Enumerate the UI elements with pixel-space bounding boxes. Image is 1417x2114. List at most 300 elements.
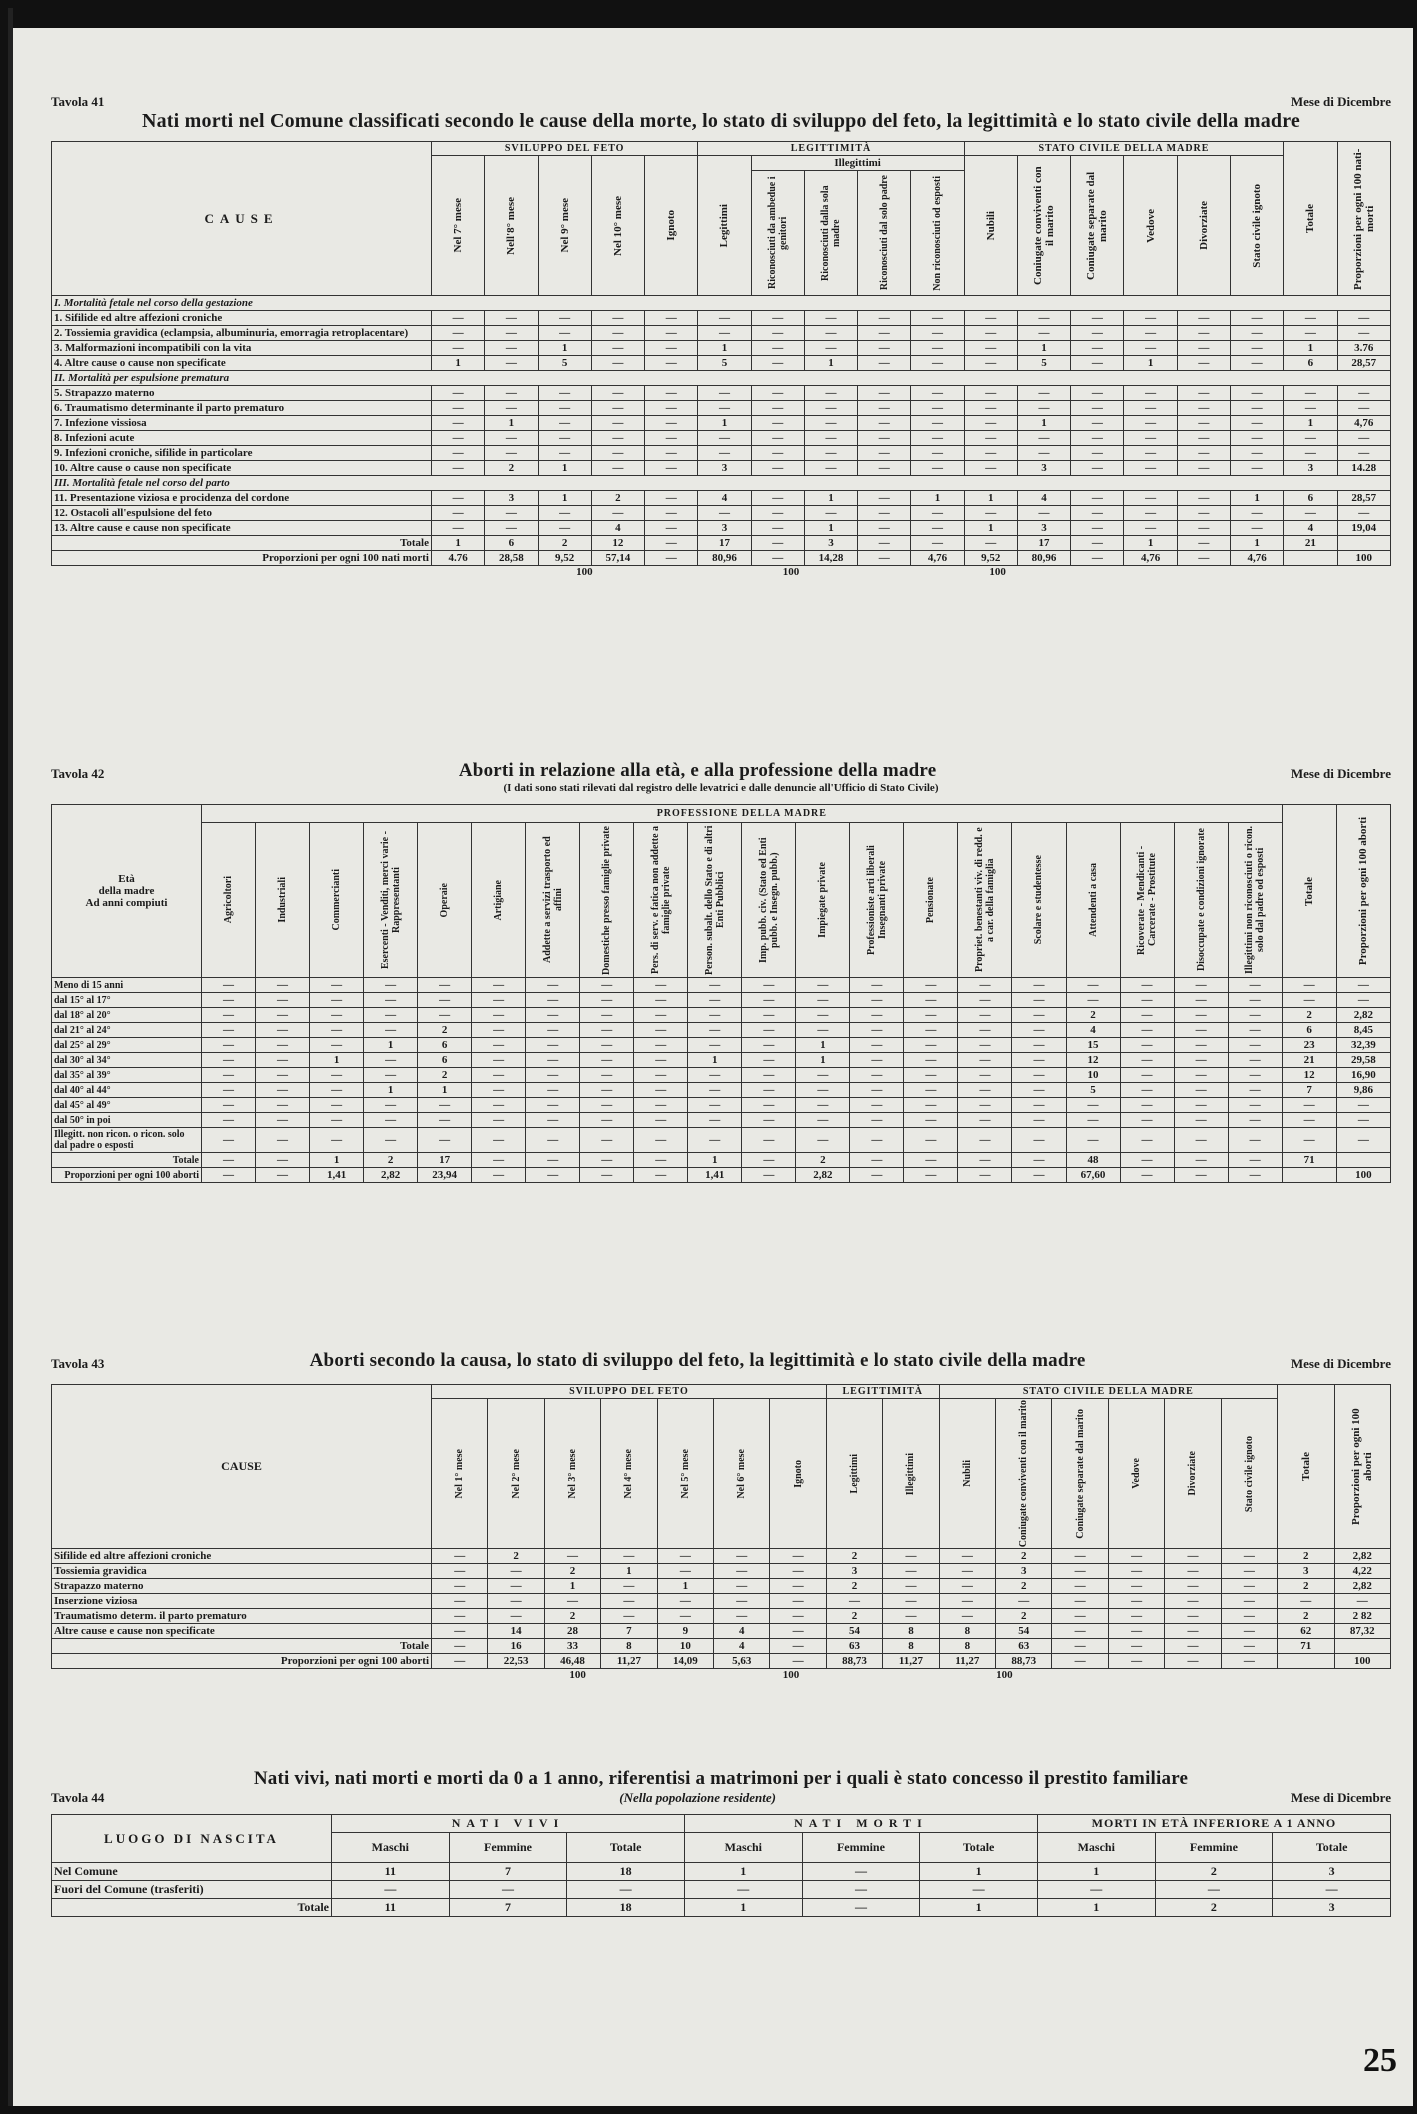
table-cell: — [858,386,911,401]
table-cell: 18 [567,1863,685,1881]
table-cell: 1 [804,491,857,506]
table-cell: — [1155,1881,1273,1899]
table-cell: — [850,1008,904,1023]
table-41-group-stato-civile: STATO CIVILE DELLA MADRE [964,142,1284,156]
table-cell: — [256,1113,310,1128]
table-cell: 2 [1278,1549,1334,1564]
table-cell: — [1228,1113,1282,1128]
table-cell: — [742,1113,796,1128]
table-cell: 1 [1037,1899,1155,1917]
table-43-causes-header: CAUSE [52,1385,432,1549]
table-cell: — [1228,978,1282,993]
table-43-title: Aborti secondo la causa, lo stato di sviluppo del feto, la legittimità e lo stato civile della madre [309,1350,1086,1371]
table-cell: 2,82 [1336,1008,1390,1023]
table-row [52,1609,1391,1624]
table-cell: — [432,1654,488,1669]
table-cell: — [526,1153,580,1168]
table-cell: 2 82 [1334,1609,1391,1624]
table-cell: — [432,446,485,461]
table-cell: 6 [485,536,538,551]
table-cell: — [544,1594,600,1609]
table-cell: 2 [796,1153,850,1168]
table-cell: — [472,1153,526,1168]
table-cell: — [1012,1113,1066,1128]
table-41-hundred: 100 [576,566,593,578]
row-label: Nel Comune [52,1863,332,1881]
table-cell: — [911,536,964,551]
table-cell: — [580,1038,634,1053]
totals-row [52,1899,1391,1917]
table-cell: — [645,386,698,401]
table-44-section [51,1768,1391,1917]
table-cell: — [1221,1594,1277,1609]
column-header: Nel 2° mese [510,1448,522,1499]
table-cell: — [432,326,485,341]
table-cell: — [850,1068,904,1083]
table-42-age-header: Ad anni compiuti [85,897,168,909]
table-cell: — [538,506,591,521]
table-cell: 32,39 [1336,1038,1390,1053]
table-cell: 6 [418,1038,472,1053]
table-cell: 2 [544,1564,600,1579]
table-row [52,341,1391,356]
table-cell: — [432,1594,488,1609]
table-41-col: Non riconosciuti od esposti [932,175,944,291]
table-42-age-header: Età [118,873,135,885]
table-cell: — [1228,1128,1282,1153]
table-cell: — [538,311,591,326]
table-cell: — [804,431,857,446]
table-cell: — [310,1098,364,1113]
table-cell: — [432,1624,488,1639]
row-label: Totale [52,536,432,551]
table-cell: 2 [1066,1008,1120,1023]
table-cell: 22,53 [488,1654,544,1669]
table-cell: 57,14 [591,551,644,566]
column-header: Coniugate separate dal marito [1074,1408,1086,1539]
table-cell: — [883,1564,939,1579]
table-41-label: Tavola 41 [51,94,105,109]
table-cell: — [751,551,804,566]
table-cell: — [472,978,526,993]
table-cell: 21 [1282,1053,1336,1068]
table-cell: 9 [657,1624,713,1639]
table-cell: — [1071,311,1124,326]
table-cell: — [698,386,751,401]
table-cell: — [364,993,418,1008]
table-cell: — [1278,1594,1334,1609]
row-label: 12. Ostacoli all'espulsione del feto [52,506,432,521]
table-cell: — [1282,978,1336,993]
table-cell: — [964,461,1017,476]
table-cell: — [310,1023,364,1038]
table-cell: — [432,311,485,326]
column-header: Maschi [684,1833,802,1863]
column-header: Scolare e studentesse [1033,855,1045,945]
row-label: Proporzioni per ogni 100 aborti [52,1654,432,1669]
table-cell: — [1108,1579,1164,1594]
table-41-section [51,94,1391,578]
table-cell: — [1124,506,1177,521]
row-label: Traumatismo determ. il parto prematuro [52,1609,432,1624]
table-cell: — [1012,1168,1066,1183]
table-cell: — [858,416,911,431]
table-cell: — [858,506,911,521]
table-cell: 1 [1284,341,1337,356]
section-title: II. Mortalità per espulsione prematura [52,371,1391,386]
table-cell: 14,28 [804,551,857,566]
table-cell: — [432,1639,488,1654]
table-cell: — [751,446,804,461]
table-cell: — [1165,1594,1221,1609]
table-cell: — [202,978,256,993]
table-cell: — [1228,993,1282,1008]
table-cell: 14 [488,1624,544,1639]
table-cell: — [1336,978,1390,993]
table-cell: 1 [796,1053,850,1068]
table-cell: — [698,506,751,521]
table-row [52,1564,1391,1579]
table-cell: — [538,446,591,461]
table-cell: — [1177,461,1230,476]
table-cell: — [751,386,804,401]
table-cell: — [634,1008,688,1023]
table-cell: — [804,311,857,326]
table-cell: — [1177,356,1230,371]
table-cell: — [904,978,958,993]
table-cell: 1 [964,521,1017,536]
table-cell: — [796,1008,850,1023]
table-cell: — [1221,1579,1277,1594]
table-cell: — [751,461,804,476]
table-cell: 2 [1155,1863,1273,1881]
table-row [52,326,1391,341]
table-41-col: Vedove [1144,208,1157,243]
table-row [52,978,1391,993]
table-cell: 9,86 [1336,1083,1390,1098]
table-row [52,416,1391,431]
column-header: Artigiane [493,879,505,921]
table-cell: — [256,1038,310,1053]
table-41-col: Stato civile ignoto [1251,183,1264,268]
table-cell: — [1071,431,1124,446]
table-cell: — [449,1881,567,1899]
column-header: Nel 1° mese [454,1448,466,1499]
table-cell: 1 [432,536,485,551]
table-cell: — [1228,1008,1282,1023]
table-cell: — [1071,461,1124,476]
table-cell: — [1284,326,1337,341]
table-cell: — [526,978,580,993]
table-cell: — [688,1113,742,1128]
table-cell: — [472,1128,526,1153]
table-cell: — [1052,1639,1108,1654]
table-cell: 1 [684,1899,802,1917]
table-cell: — [485,431,538,446]
table-cell: — [1012,1098,1066,1113]
table-cell: — [770,1594,826,1609]
table-43-col-proporzioni: Proporzioni per ogni 100 aborti [1350,1408,1375,1525]
table-cell: — [526,1038,580,1053]
table-row [52,1113,1391,1128]
column-header: Totale [567,1833,685,1863]
table-cell: 1 [688,1153,742,1168]
row-label: Proporzioni per ogni 100 aborti [52,1168,202,1183]
table-cell: — [1124,431,1177,446]
table-cell: — [364,1128,418,1153]
row-label: 8. Infezioni acute [52,431,432,446]
table-cell: — [634,978,688,993]
table-cell: — [580,978,634,993]
table-cell: — [601,1594,657,1609]
table-cell: — [804,386,857,401]
table-cell [1282,1168,1336,1183]
table-cell: 4,76 [911,551,964,566]
table-41-month: Mese di Dicembre [1290,94,1391,109]
page-number: 25 [1363,2042,1397,2079]
table-cell: — [1282,1128,1336,1153]
column-header: Divorziate [1187,1451,1199,1496]
table-cell: — [958,1038,1012,1053]
row-label: Totale [52,1153,202,1168]
table-cell: — [770,1549,826,1564]
column-header: Person. subalt. dello Stato e di altri Enti Pubblici [703,825,726,975]
table-cell: — [580,1053,634,1068]
row-label: dal 15° al 17° [52,993,202,1008]
table-cell: — [1012,1068,1066,1083]
table-cell: — [958,1128,1012,1153]
table-cell: — [567,1881,685,1899]
table-cell: 1 [544,1579,600,1594]
document-page [8,8,1413,2106]
table-cell: — [432,401,485,416]
column-header: Femmine [802,1833,920,1863]
table-42-title: Aborti in relazione alla età, e alla professione della madre [458,760,937,781]
table-cell: — [964,326,1017,341]
table-cell: 11,27 [883,1654,939,1669]
table-cell: — [485,446,538,461]
table-cell: — [202,1023,256,1038]
table-row [52,993,1391,1008]
table-cell: — [1052,1654,1108,1669]
table-cell: — [472,993,526,1008]
table-cell: — [526,993,580,1008]
table-cell: 1 [911,491,964,506]
table-cell: — [202,1008,256,1023]
table-cell: 7 [449,1899,567,1917]
row-label: 1. Sifilide ed altre affezioni croniche [52,311,432,326]
table-cell: — [538,431,591,446]
table-cell: — [1165,1624,1221,1639]
table-cell: — [688,1008,742,1023]
table-cell: — [1165,1609,1221,1624]
table-cell: — [911,311,964,326]
table-cell: — [472,1023,526,1038]
table-cell: 1,41 [688,1168,742,1183]
table-cell: 2,82 [364,1168,418,1183]
table-cell: — [1334,1594,1391,1609]
table-cell: 2 [996,1549,1052,1564]
table-41-col: Ignoto [665,210,678,241]
table-cell: — [850,1168,904,1183]
table-cell: 5 [698,356,751,371]
column-header: Ignoto [792,1459,804,1488]
table-cell: 19,04 [1337,521,1390,536]
table-cell: — [1124,386,1177,401]
table-cell: — [202,1083,256,1098]
table-cell: 10 [1066,1068,1120,1083]
table-cell: — [1165,1564,1221,1579]
table-cell: — [418,1113,472,1128]
table-cell: — [858,536,911,551]
table-cell: 100 [1334,1654,1391,1669]
table-cell: 3 [1017,521,1070,536]
table-cell: — [256,993,310,1008]
table-cell: — [485,521,538,536]
table-cell: — [538,326,591,341]
table-cell: — [472,1008,526,1023]
table-cell: — [657,1564,713,1579]
table-cell: 16,90 [1336,1068,1390,1083]
table-cell: — [1017,311,1070,326]
table-41-col: Riconosciuti da ambedue i genitori [766,176,789,290]
table-cell: 1 [538,341,591,356]
table-cell: — [751,506,804,521]
table-cell: 1 [920,1863,1038,1881]
table-cell: — [964,356,1017,371]
table-cell: — [1017,446,1070,461]
column-header: Addette a servizi trasporto ed affini [541,836,564,964]
row-label: Altre cause e cause non specificate [52,1624,432,1639]
table-cell: 80,96 [1017,551,1070,566]
table-cell: 7 [601,1624,657,1639]
table-cell: — [432,506,485,521]
table-cell: — [526,1168,580,1183]
table-row [52,1068,1391,1083]
table-44-group: NATI VIVI [332,1815,685,1833]
table-cell: — [911,356,964,371]
table-cell: 1 [485,416,538,431]
table-cell: — [1120,1038,1174,1053]
table-cell: — [310,978,364,993]
table-cell: — [751,431,804,446]
table-cell: 12 [1066,1053,1120,1068]
table-cell: — [657,1609,713,1624]
table-cell: — [688,978,742,993]
table-cell: — [472,1168,526,1183]
table-41-col: Coniugate separate dal marito [1085,171,1110,280]
table-43-group-stato-civile: STATO CIVILE DELLA MADRE [939,1385,1277,1399]
table-cell: — [858,326,911,341]
table-cell: 5,63 [714,1654,770,1669]
table-cell: — [645,491,698,506]
table-cell: 4 [1066,1023,1120,1038]
table-cell: — [911,386,964,401]
table-cell: — [770,1579,826,1594]
table-cell: — [472,1098,526,1113]
table-cell: 6 [418,1053,472,1068]
table-cell: 4,76 [1337,416,1390,431]
section-title: III. Mortalità fetale nel corso del parto [52,476,1391,491]
table-cell: 28 [544,1624,600,1639]
table-row [52,491,1391,506]
table-43 [51,1384,1391,1669]
column-header: Pensionate [925,876,937,924]
column-header: Domestiche presso famiglie private [601,825,613,975]
table-cell: — [1071,491,1124,506]
table-cell: — [634,1068,688,1083]
table-cell: — [1071,386,1124,401]
table-cell: — [751,341,804,356]
table-cell: — [601,1549,657,1564]
table-cell: 2 [418,1023,472,1038]
table-cell: — [1071,506,1124,521]
table-cell: — [796,978,850,993]
table-44-place-header: LUOGO DI NASCITA [52,1815,332,1863]
table-cell: — [698,401,751,416]
table-cell: — [850,1053,904,1068]
column-header: Ricoverate - Mendicanti - Carcerate - Prostitute [1136,845,1159,955]
table-cell: — [364,1068,418,1083]
table-cell: — [591,506,644,521]
table-43-hundred: 100 [569,1669,586,1682]
table-cell: 1 [1284,416,1337,431]
table-cell: — [688,993,742,1008]
row-label: dal 40° al 44° [52,1083,202,1098]
table-cell: — [1337,431,1390,446]
table-cell: 28,57 [1337,356,1390,371]
table-cell: — [958,993,1012,1008]
table-cell: — [796,1068,850,1083]
table-cell: — [1120,1168,1174,1183]
table-cell: — [964,506,1017,521]
table-cell: 6 [1282,1023,1336,1038]
table-cell: — [645,536,698,551]
table-row [52,311,1391,326]
table-cell: — [1037,1881,1155,1899]
table-41-col-totale: Totale [1304,204,1317,233]
table-cell: — [1012,1038,1066,1053]
table-cell: — [1012,1008,1066,1023]
table-cell: 3 [485,491,538,506]
table-44-title: Nati vivi, nati morti e morti da 0 a 1 anno, riferentisi a matrimoni per i quali è stato concesso il prestito familiare [253,1768,1189,1789]
table-cell: — [256,1008,310,1023]
table-cell: 3 [1278,1564,1334,1579]
table-cell: — [1177,311,1230,326]
table-cell: — [1177,491,1230,506]
table-cell: 3 [698,461,751,476]
row-label: Inserzione viziosa [52,1594,432,1609]
table-cell: — [858,401,911,416]
table-cell: — [751,326,804,341]
table-cell: 1 [1230,536,1283,551]
table-cell: — [904,1098,958,1113]
table-cell: — [1230,326,1283,341]
table-cell: — [591,386,644,401]
table-cell: — [1012,993,1066,1008]
table-cell: — [1120,1153,1174,1168]
table-cell: — [364,978,418,993]
table-cell: 2 [538,536,591,551]
table-cell: — [751,491,804,506]
table-cell: — [472,1053,526,1068]
table-cell: — [742,1053,796,1068]
table-cell: — [904,993,958,1008]
table-cell: — [796,1023,850,1038]
table-cell: — [526,1083,580,1098]
table-cell: — [742,1038,796,1053]
table-cell: 1 [538,461,591,476]
